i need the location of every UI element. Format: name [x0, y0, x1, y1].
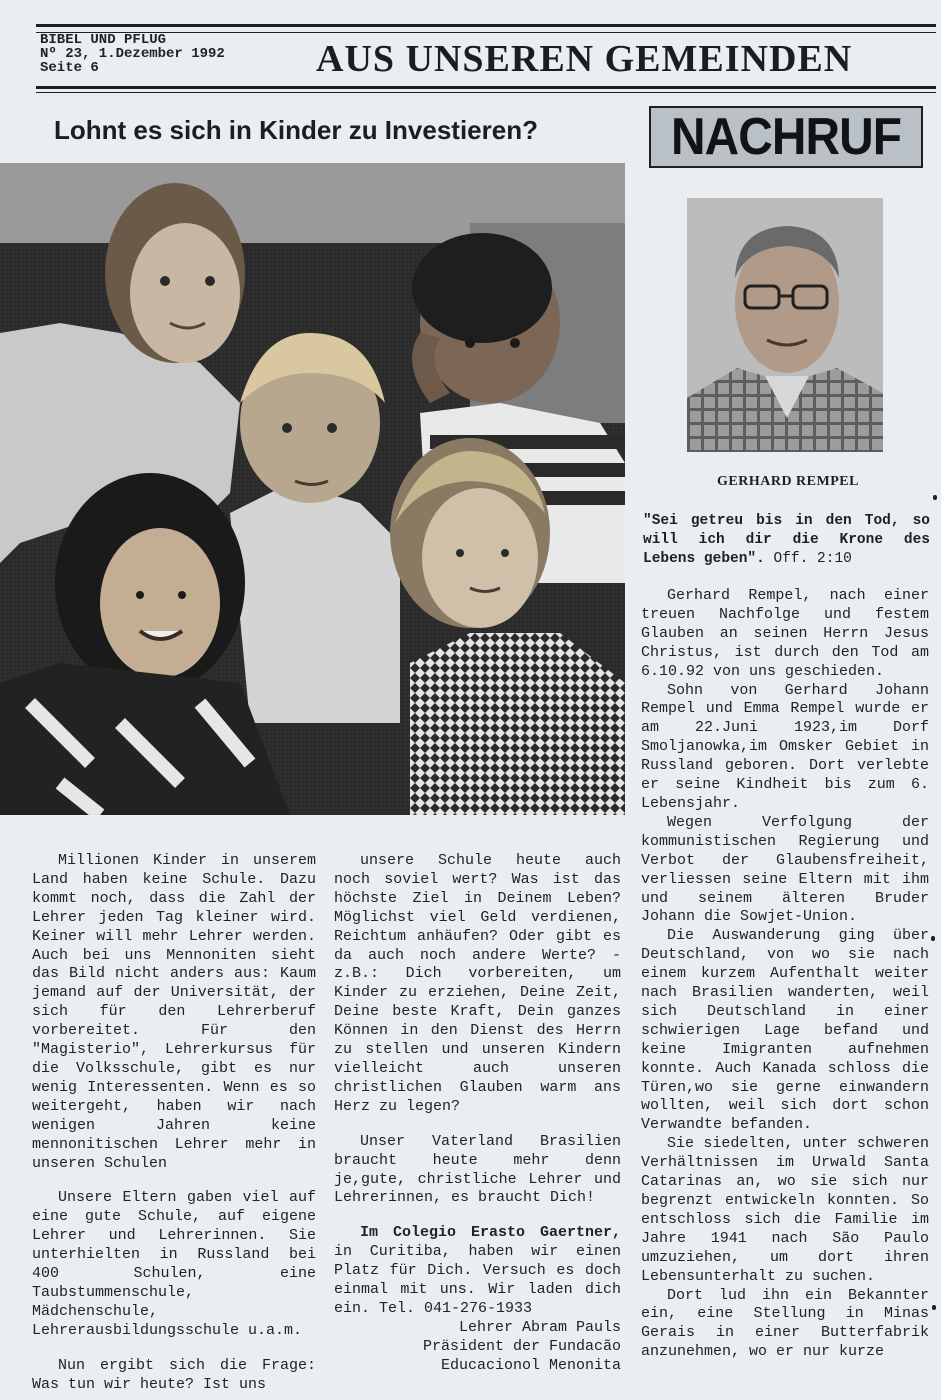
portrait-caption: GERHARD REMPEL	[717, 474, 859, 489]
obituary-paragraph: Sohn von Gerhard Johann Rempel und Emma Rempel wurde er am 22.Juni 1923,im Dorf Smoljanowka,im Omsker Gebiet in Russland geboren. Dort verlebte er seine Kindheit bis zum 6. Lebensjahr.	[641, 681, 929, 812]
header-bottom-rule	[36, 86, 936, 89]
article-headline: Lohnt es sich in Kinder zu Investieren?	[54, 115, 538, 145]
children-photo	[0, 163, 625, 815]
article-paragraph: Unsere Eltern gaben viel auf eine gute Schule, auf eigene Lehrer und Lehrerinnen. Sie unterhielten in Russland bei 400 Schulen, eine Taubstummenschule, Mädchenschule, Lehrerausbildungsschule u.a.m.	[32, 1189, 316, 1339]
punch-mark	[931, 936, 935, 941]
article-paragraph: unsere Schule heute auch noch soviel wert? Was ist das höchste Ziel in Deinem Leben? Möglichst viel Geld verdienen, Reichtum anhäufen? Oder gibt es da auch noch andere Werte? - z.B.: Dich vorbereiten, um Kinder zu erziehen, Deine Zeit, Deine beste Kraft, Dein ganzes Können in den Dienst des Herrn zu stellen und unseren Kindern vielleicht auch unseren christlichen Glauben warm ans Herz zu legen?	[334, 852, 621, 1115]
punch-mark	[932, 1305, 936, 1310]
section-title: AUS UNSEREN GEMEINDEN	[316, 38, 853, 80]
obituary-paragraph: Sie siedelten, unter schweren Verhältnissen im Urwald Santa Catarinas an, wo sie sich nur begrenzt entwickeln konnten. So entschloss sich die Familie im Jahre 1941 nach São Paulo umzuziehen, um dort ihren Lebensunterhalt zu suchen.	[641, 1135, 929, 1285]
school-name: Im Colegio Erasto Gaertner,	[360, 1224, 621, 1242]
publication-name: BIBEL UND PFLUG	[40, 32, 167, 48]
article-paragraph	[334, 1224, 621, 1319]
obituary-label: NACHRUF	[670, 108, 902, 166]
obituary-paragraph: Die Auswanderung ging über Deutschland, von wo sie nach einem kurzem Aufenthalt weiter nach Brasilien wanderten, weil sich Deutschland in einer schwierigen Lage befand und keine Imigranten aufnehmen konnte. Auch Kanada schloss die Türen,wo sie gerne einwandern wollten, weil sich dort schon Verwandte befanden.	[641, 927, 929, 1134]
article-paragraph: Nun ergibt sich die Frage: Was tun wir heute? Ist uns	[32, 1356, 316, 1393]
quote-reference: Off. 2:10	[773, 551, 852, 567]
obituary-paragraph: Gerhard Rempel, nach einer treuen Nachfolge und festem Glauben an seinen Herrn Jesus Christus, ist durch den Tod am 6.10.92 von uns geschieden.	[641, 587, 929, 680]
article-column-2	[334, 852, 621, 1376]
punch-mark	[933, 495, 937, 500]
school-invitation: in Curitiba, haben wir einen Platz für Dich. Versuch es doch einmal mit uns. Wir laden dich ein. Tel. 041-276-1933	[334, 1243, 621, 1317]
obituary-paragraph: Dort lud ihn ein Bekannter ein, eine Stellung in Minas Gerais in einer Butterfabrik anzunehmen, wo er nur kurze	[641, 1286, 929, 1361]
obituary-paragraph: Wegen Verfolgung der kommunistischen Regierung und Verbot der Glaubensfreiheit, verliessen seine Eltern mit ihm und seinem älteren Bruder Johann die Sowjet-Union.	[641, 813, 929, 926]
signature-line: Lehrer Abram Pauls	[458, 1318, 621, 1336]
quote-text: "Sei getreu bis in den Tod, so will ich dir die Krone des Lebens geben".	[643, 513, 930, 567]
issue-date: Nº 23, 1.Dezember 1992	[40, 46, 225, 62]
issue-info	[40, 33, 225, 75]
header-top-rule	[36, 24, 936, 27]
signature-line: Educacionol Menonita	[440, 1356, 621, 1374]
page-number: Seite 6	[40, 60, 99, 76]
signature-line: Präsident der Fundacão	[422, 1337, 621, 1355]
article-column-1	[32, 852, 316, 1394]
gerhard-rempel-portrait	[687, 198, 883, 452]
header-bottom-rule-thin	[36, 92, 936, 93]
obituary-column	[641, 587, 929, 1362]
article-paragraph: Millionen Kinder in unserem Land haben keine Schule. Dazu kommt noch, dass die Zahl der Lehrer jeden Tag kleiner wird. Keiner will mehr Lehrer werden. Auch bei uns Mennoniten sieht das Bild nicht anders aus: Kaum jemand auf der Universität, der sich für den Lehrerberuf vorbereitet. Für den "Magisterio", Lehrerkursus für die Volksschule, gibt es nur wenig Interessenten. Wenn es so weitergeht, haben wir nach wenigen Jahren keine mennonitischen Lehrer mehr in unseren Schulen	[32, 852, 316, 1172]
obituary-quote	[643, 512, 930, 569]
article-paragraph: Unser Vaterland Brasilien braucht heute mehr denn je,gute, christliche Lehrer und Lehrerinnen, es braucht Dich!	[334, 1132, 621, 1207]
obituary-label-box	[649, 106, 923, 168]
